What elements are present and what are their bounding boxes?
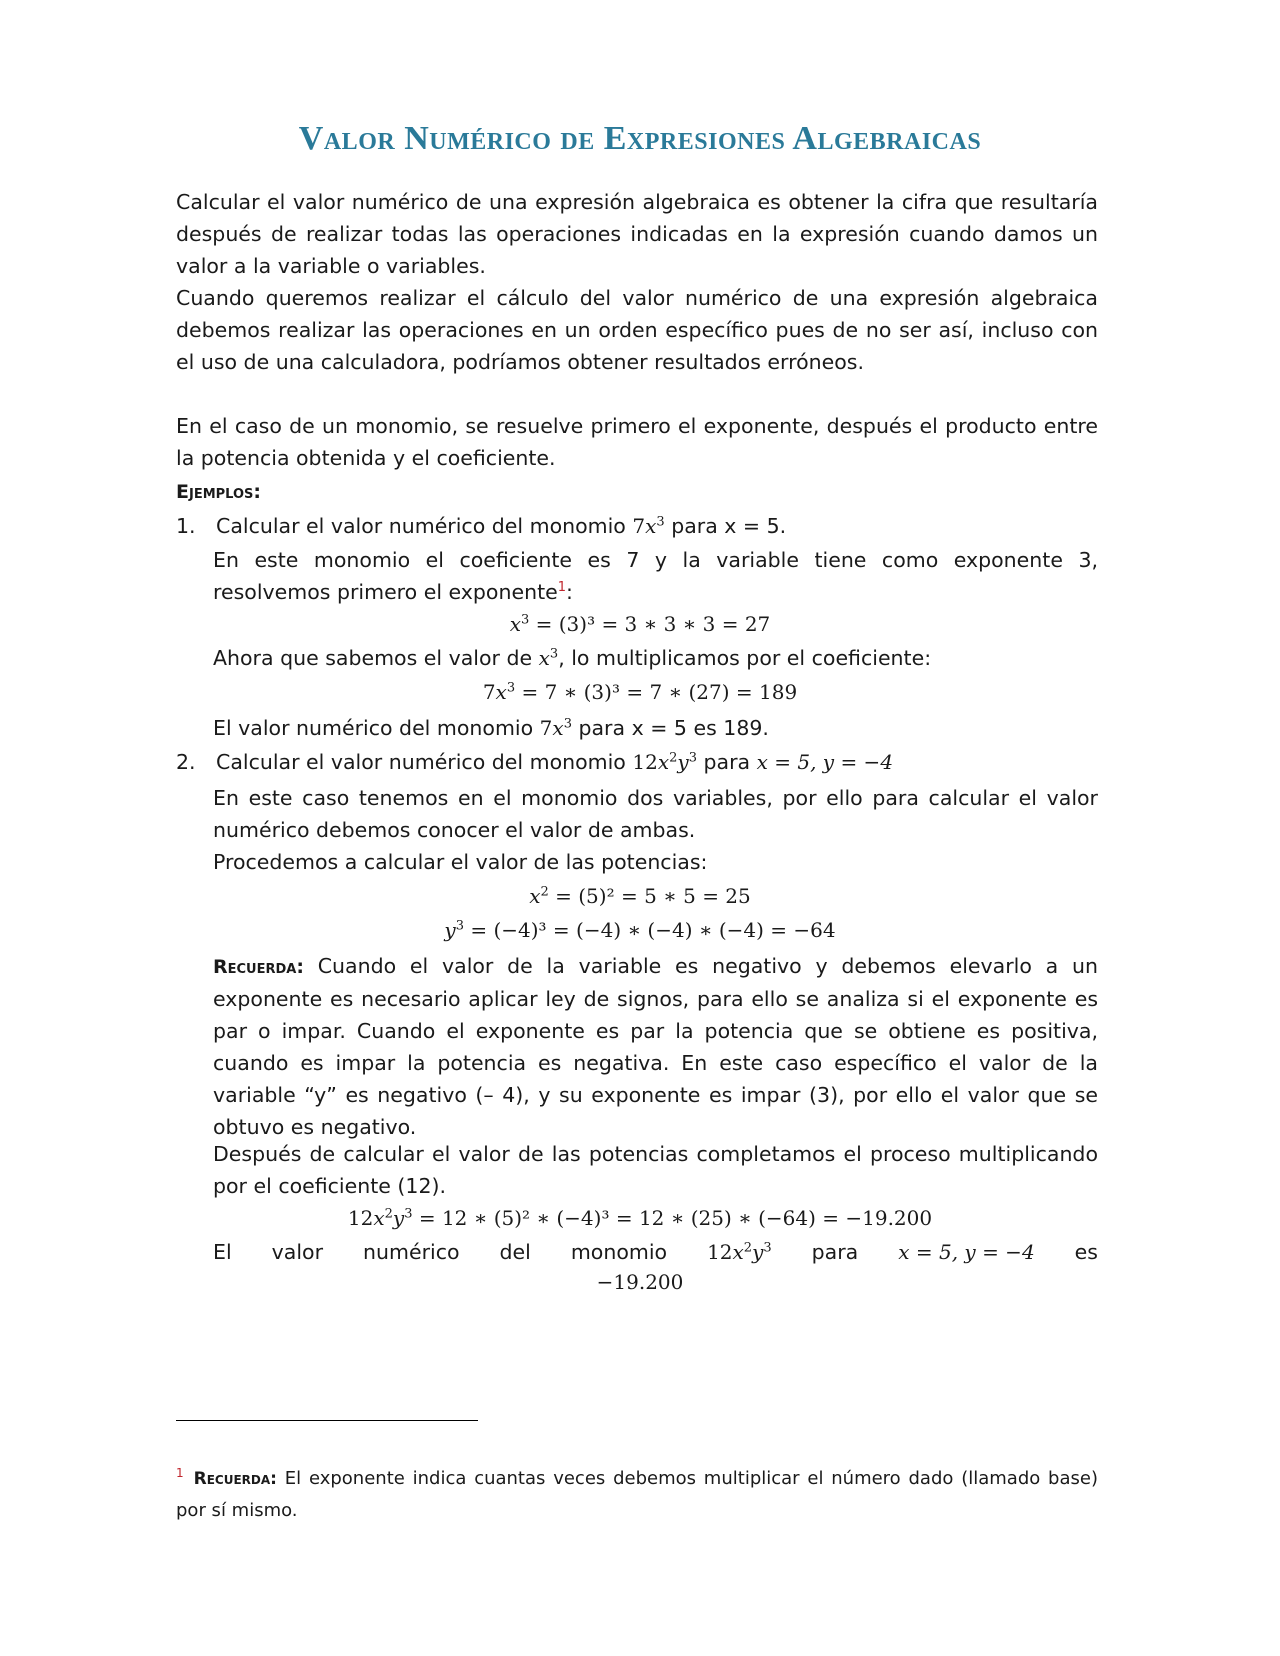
result-word: valor <box>271 1240 324 1264</box>
equation-x-squared-rhs: = (5)² = 5 ∗ 5 = 25 <box>555 884 751 908</box>
recuerda-paragraph <box>213 950 1098 1143</box>
result-word: numérico <box>363 1240 460 1264</box>
example-1-now-text: Ahora que sabemos el valor de $x^3$, lo multiplicamos por el coeficiente: <box>213 646 932 670</box>
result-final-value: −19.200 <box>596 1270 684 1294</box>
example-2-number: 2. <box>176 750 196 774</box>
example-1-now-post: , lo multiplicamos por el coeficiente: <box>558 646 932 670</box>
intro-paragraph-3: En el caso de un monomio, se resuelve primero el exponente, después el producto entre la potencia obtenida y el coeficiente. <box>176 414 1098 470</box>
result-word: monomio <box>570 1240 668 1264</box>
result-word: del <box>499 1240 531 1264</box>
monomial-12x2y3: $12x^2y^3$ <box>632 750 697 774</box>
example-1-result: El valor numérico del monomio $7x^3$ para x = 5 es 189. <box>213 716 769 740</box>
equation-7x-cubed: $7x^3 = 7$ ∗ (3)³ = 7 ∗ (27) = 189 <box>482 680 798 704</box>
example-2-values: x = 5, y = −4 <box>756 750 894 774</box>
page-title: Valor Numérico de Expresiones Algebraicas <box>298 120 982 157</box>
example-1-statement-post: para x = 5. <box>664 514 787 538</box>
footnote-separator <box>176 1420 478 1421</box>
footnote-text: El exponente indica cuantas veces debemos multiplicar el número dado (llamado base) por sí mismo. <box>176 1468 1098 1521</box>
example-1-explanation <box>213 544 1098 608</box>
example-1-statement-pre: Calcular el valor numérico del monomio <box>216 514 633 538</box>
example-1-explanation-end: : <box>566 580 573 604</box>
example-2-proceed: Procedemos a calcular el valor de las potencias: <box>213 850 708 874</box>
example-1-number: 1. <box>176 514 196 538</box>
footnote-label: Recuerda: <box>193 1469 277 1489</box>
example-1-result-pre: El valor numérico del monomio <box>213 716 540 740</box>
example-2-result-line <box>213 1236 1098 1268</box>
equation-x-cubed-rhs: = (3)³ = 3 ∗ 3 ∗ 3 = 27 <box>535 612 771 636</box>
monomial-7x3: $7x^3$ <box>632 514 665 538</box>
result-word: para <box>811 1240 859 1264</box>
intro-paragraph-1: Calcular el valor numérico de una expresión algebraica es obtener la cifra que resultaría después de realizar todas las operaciones indicadas en la expresión cuando damos un valor a la variable o variables. <box>176 190 1098 278</box>
recuerda-text: Cuando el valor de la variable es negativo y debemos elevarlo a un exponente es necesario aplicar ley de signos, para ello se analiza si el exponente es par o impar. Cuando el exponente es par la potencia que se obtiene es positiva, cuando es impar la potencia es negativa. En este caso específico el valor de la variable “y” es negativo (– 4), y su exponente es impar (3), por ello el valor que se obtuvo es negativo. <box>213 954 1098 1139</box>
example-1-explanation-text: En este monomio el coeficiente es 7 y la variable tiene como exponente 3, resolvemos primero el exponente <box>213 548 1098 604</box>
equation-x-squared: $x^2 = (5)^2 = 5$ ∗ 5 = 25 <box>529 884 751 908</box>
result-word: El <box>213 1240 232 1264</box>
equation-final: $12x^2y^3 = 12$ ∗ (5)² ∗ (−4)³ = 12 ∗ (25) ∗ (−64) = −19.200 <box>347 1206 933 1230</box>
equation-y-cubed: $y^3 = (-4)^3 = (-4)$ ∗ (−4) ∗ (−4) = −64 <box>444 918 836 942</box>
footnote-mark: 1 <box>176 1466 184 1480</box>
example-2-statement-pre: Calcular el valor numérico del monomio <box>216 750 633 774</box>
equation-7x-cubed-rhs: = 7 ∗ (3)³ = 7 ∗ (27) = 189 <box>521 680 798 704</box>
examples-heading: Ejemplos: <box>176 481 261 503</box>
example-1-result-post: para x = 5 es 189. <box>571 716 769 740</box>
footnote-reference[interactable]: 1 <box>557 580 567 596</box>
intro-paragraph-2: Cuando queremos realizar el cálculo del valor numérico de una expresión algebraica debemos realizar las operaciones en un orden específico pues de no ser así, incluso con el uso de una calculadora, podríamos obtener resultados erróneos. <box>176 286 1098 374</box>
example-2-after: Después de calcular el valor de las potencias completamos el proceso multiplicando por el coeficiente (12). <box>213 1142 1098 1198</box>
equation-x-cubed: $x^3 = (3)^3 = 3$ ∗ 3 ∗ 3 = 27 <box>509 612 771 636</box>
result-word: es <box>1074 1240 1098 1264</box>
example-2-explanation: En este caso tenemos en el monomio dos variables, por ello para calcular el valor numérico debemos conocer el valor de ambas. <box>213 786 1098 842</box>
equation-final-rhs: = 12 ∗ (5)² ∗ (−4)³ = 12 ∗ (25) ∗ (−64) = −19.200 <box>418 1206 933 1230</box>
recuerda-label: Recuerda: <box>213 956 304 978</box>
footnote <box>176 1458 1098 1526</box>
example-1-now-pre: Ahora que sabemos el valor de <box>213 646 539 670</box>
equation-y-cubed-rhs: = (−4)³ = (−4) ∗ (−4) ∗ (−4) = −64 <box>470 918 836 942</box>
result-values: x = 5, y = −4 <box>898 1240 1035 1264</box>
result-monomial: $12x^2y^3$ <box>707 1240 772 1264</box>
example-2-statement-mid: para <box>696 750 757 774</box>
